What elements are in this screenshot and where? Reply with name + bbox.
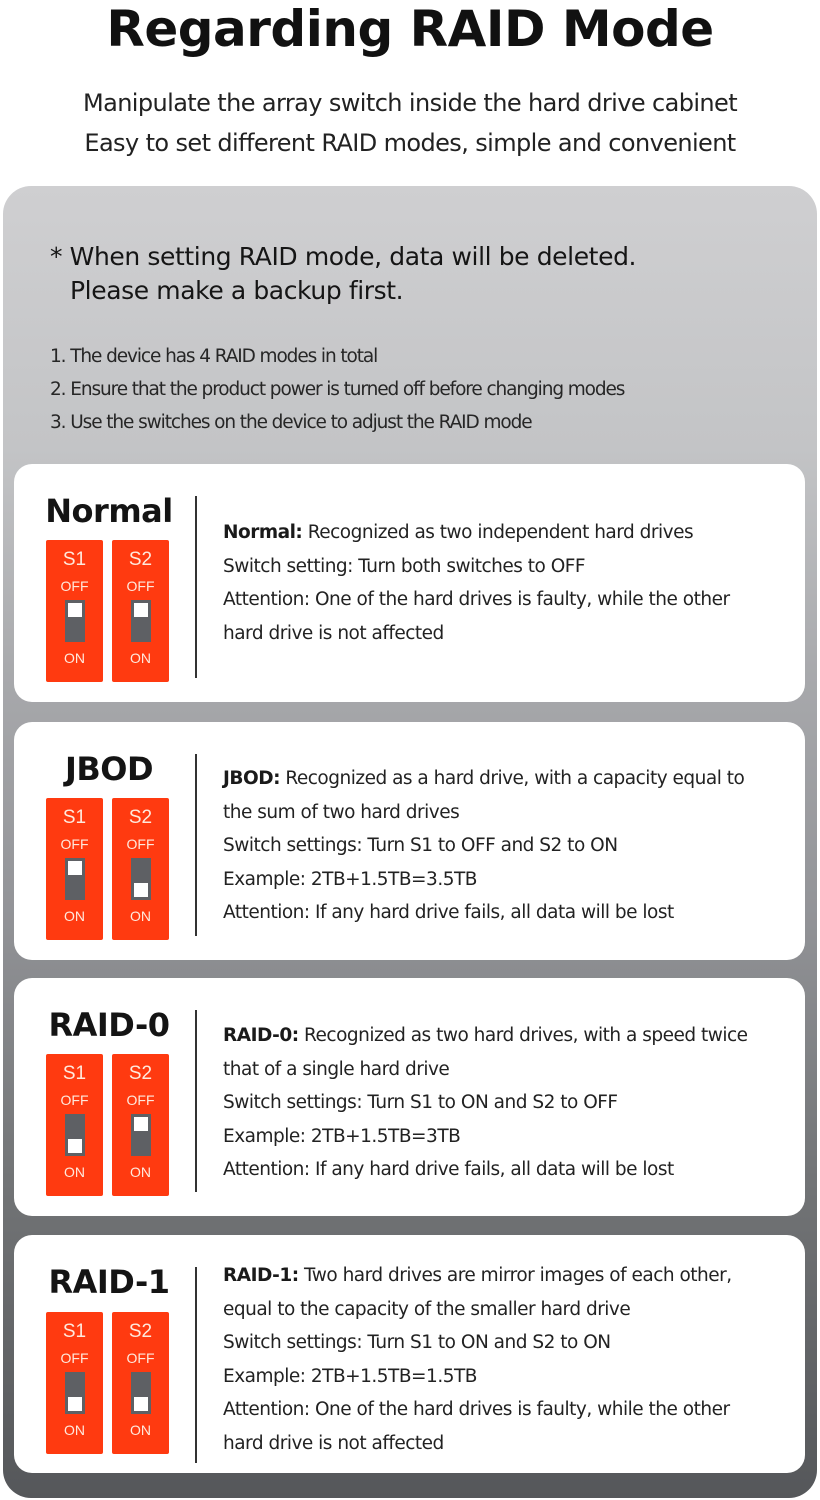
desc-line: equal to the capacity of the smaller hard drive: [223, 1298, 631, 1320]
dip-switch-group: [46, 1312, 170, 1454]
divider: [195, 496, 197, 678]
switch-track: [131, 600, 151, 642]
switch-knob-off: [68, 861, 82, 875]
desc-line: Example: 2TB+1.5TB=3TB: [223, 1125, 461, 1147]
mode-label: RAID-0:: [223, 1025, 299, 1046]
desc-line: Example: 2TB+1.5TB=1.5TB: [223, 1365, 477, 1387]
mode-label: JBOD:: [223, 768, 280, 789]
desc-line: Attention: If any hard drive fails, all data will be lost: [223, 1159, 674, 1180]
switch-track: [131, 1372, 151, 1414]
desc-line: Switch settings: Turn S1 to ON and S2 to OFF: [223, 1092, 618, 1113]
backup-warning: [50, 240, 770, 308]
desc-line: Recognized as two hard drives, with a speed twice: [304, 1025, 748, 1046]
dip-switch-s2: [112, 1054, 169, 1196]
divider: [195, 754, 197, 936]
switch-label: S1: [62, 1321, 87, 1342]
switch-label: S1: [62, 807, 87, 828]
dip-switch-group: [46, 1054, 170, 1196]
switch-knob-on: [68, 1139, 82, 1153]
mode-card-raid1: [14, 1235, 805, 1473]
step-item: 2. Ensure that the product power is turned off before changing modes: [50, 379, 625, 400]
desc-line: Attention: If any hard drive fails, all data will be lost: [223, 902, 674, 923]
switch-knob-on: [134, 1397, 148, 1411]
switch-label: S1: [62, 549, 87, 570]
switch-label: S2: [128, 1321, 153, 1342]
off-label: OFF: [60, 578, 89, 594]
off-label: OFF: [60, 1350, 89, 1366]
warning-line-1: * When setting RAID mode, data will be deleted.: [50, 242, 637, 271]
switch-knob-off: [68, 603, 82, 617]
dip-switch-s2: [112, 540, 169, 682]
desc-line: the sum of two hard drives: [223, 801, 460, 823]
switch-track: [65, 1114, 85, 1156]
switch-label: S2: [128, 549, 153, 570]
divider: [195, 1267, 197, 1463]
desc-line: Attention: One of the hard drives is faulty, while the other: [223, 1399, 730, 1420]
mode-description: [223, 1019, 798, 1187]
mode-label: RAID-1:: [223, 1265, 299, 1286]
desc-line: Recognized as a hard drive, with a capacity equal to: [285, 768, 745, 789]
off-label: OFF: [60, 836, 89, 852]
off-label: OFF: [60, 1092, 89, 1108]
mode-description: [223, 762, 798, 930]
on-label: ON: [130, 1164, 151, 1180]
mode-description: [223, 516, 798, 650]
dip-switch-group: [46, 798, 170, 940]
dip-switch-group: [46, 540, 170, 682]
switch-label: S2: [128, 807, 153, 828]
mode-label: Normal:: [223, 522, 303, 543]
on-label: ON: [64, 1422, 85, 1438]
switch-track: [131, 858, 151, 900]
off-label: OFF: [126, 1350, 155, 1366]
step-item: 1. The device has 4 RAID modes in total: [50, 346, 378, 367]
desc-line: Switch setting: Turn both switches to OFF: [223, 555, 586, 577]
mode-description: [223, 1259, 798, 1460]
dip-switch-s2: [112, 798, 169, 940]
page-title: Regarding RAID Mode: [106, 0, 714, 58]
dip-switch-s2: [112, 1312, 169, 1454]
subtitle-line-1: Manipulate the array switch inside the hard drive cabinet: [82, 89, 738, 117]
on-label: ON: [130, 908, 151, 924]
desc-line: Switch settings: Turn S1 to ON and S2 to ON: [223, 1332, 611, 1353]
desc-line: Attention: One of the hard drives is faulty, while the other: [223, 589, 730, 610]
switch-label: S1: [62, 1063, 87, 1084]
warning-line-2: Please make a backup first.: [70, 276, 404, 305]
desc-line: hard drive is not affected: [223, 622, 444, 644]
on-label: ON: [64, 650, 85, 666]
on-label: ON: [130, 1422, 151, 1438]
dip-switch-s1: [46, 1312, 103, 1454]
mode-title: RAID-0: [48, 1006, 170, 1044]
divider: [195, 1010, 197, 1192]
switch-track: [131, 1114, 151, 1156]
desc-line: Switch settings: Turn S1 to OFF and S2 to ON: [223, 835, 618, 856]
mode-card-jbod: [14, 722, 805, 960]
switch-track: [65, 1372, 85, 1414]
on-label: ON: [64, 908, 85, 924]
desc-line: Recognized as two independent hard drives: [307, 522, 694, 543]
on-label: ON: [130, 650, 151, 666]
desc-line: Example: 2TB+1.5TB=3.5TB: [223, 868, 477, 890]
mode-title: Normal: [45, 492, 173, 530]
switch-track: [65, 600, 85, 642]
step-item: 3. Use the switches on the device to adjust the RAID mode: [50, 412, 532, 433]
switch-label: S2: [128, 1063, 153, 1084]
mode-card-raid0: [14, 978, 805, 1216]
subtitle-line-2: Easy to set different RAID modes, simple and convenient: [84, 129, 736, 157]
mode-title: JBOD: [64, 750, 154, 788]
mode-card-normal: [14, 464, 805, 702]
switch-track: [65, 858, 85, 900]
desc-line: that of a single hard drive: [223, 1058, 450, 1080]
desc-line: hard drive is not affected: [223, 1432, 444, 1454]
dip-switch-s1: [46, 798, 103, 940]
switch-knob-on: [134, 883, 148, 897]
off-label: OFF: [126, 578, 155, 594]
on-label: ON: [64, 1164, 85, 1180]
dip-switch-s1: [46, 1054, 103, 1196]
switch-knob-on: [68, 1397, 82, 1411]
switch-knob-off: [134, 603, 148, 617]
steps-list: [50, 340, 770, 439]
dip-switch-s1: [46, 540, 103, 682]
switch-knob-off: [134, 1117, 148, 1131]
off-label: OFF: [126, 836, 155, 852]
desc-line: Two hard drives are mirror images of each other,: [304, 1265, 732, 1286]
off-label: OFF: [126, 1092, 155, 1108]
mode-title: RAID-1: [48, 1263, 170, 1301]
